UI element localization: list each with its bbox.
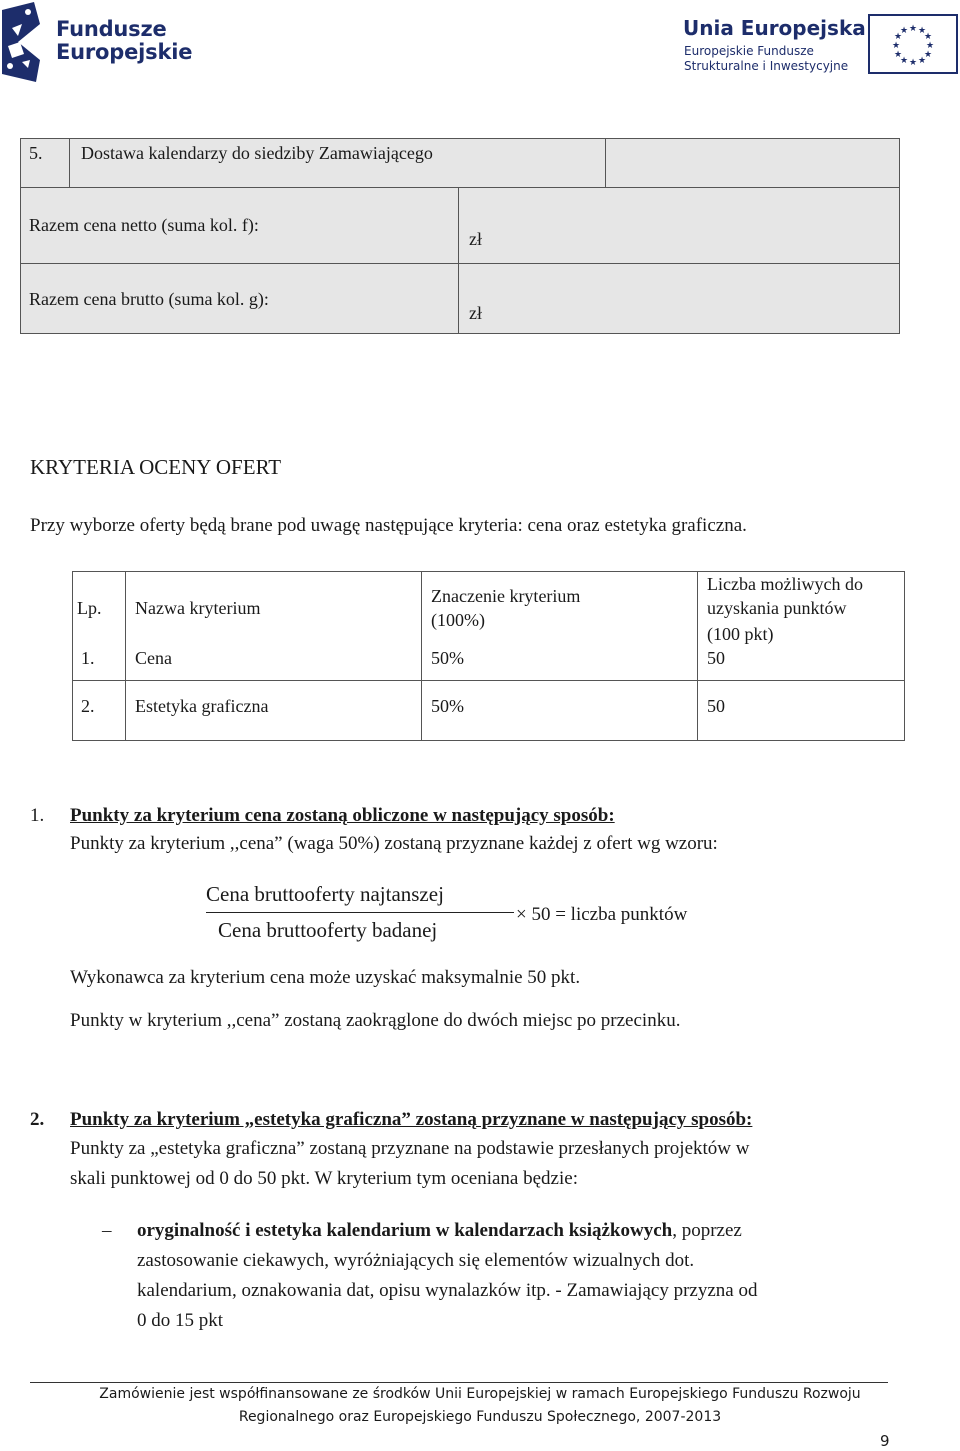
row1-lp: 1. (81, 648, 95, 668)
cost-table (20, 138, 900, 334)
th-name: Nazwa kryterium (135, 598, 261, 618)
section2-desc-line2: skali punktowej od 0 do 50 pkt. W kryterium tym oceniana będzie: (70, 1168, 578, 1189)
cost-row5-num: 5. (29, 143, 43, 163)
bullet-line2: zastosowanie ciekawych, wyróżniających się elementów wizualnych dot. (137, 1250, 695, 1271)
svg-text:★: ★ (908, 24, 918, 34)
svg-text:★: ★ (917, 26, 927, 36)
criteria-table (72, 571, 905, 741)
footer-divider (30, 1382, 888, 1383)
section1-note1: Wykonawca za kryterium cena może uzyskać maksymalnie 50 pkt. (70, 967, 581, 988)
fe-logo-line2: Europejskie (56, 40, 193, 64)
svg-text:★: ★ (917, 56, 927, 66)
section1-note2: Punkty w kryterium ,,cena” zostaną zaokrąglone do dwóch miejsc po przecinku. (70, 1010, 681, 1031)
formula-result: × 50 = liczba punktów (516, 904, 688, 925)
criteria-intro: Przy wyborze oferty będą brane pod uwagę następujące kryteria: cena oraz estetyka graficzna. (30, 515, 747, 536)
th-points-1: Liczba możliwych do (707, 574, 863, 594)
row2-points: 50 (707, 696, 725, 716)
th-points-2: uzyskania punktów (707, 598, 847, 618)
th-weight-2: (100%) (431, 610, 485, 630)
bullet-line4: 0 do 15 pkt (137, 1310, 224, 1331)
footer-line2: Regionalnego oraz Europejskiego Funduszu Społecznego, 2007-2013 (238, 1409, 722, 1425)
bullet-line3: kalendarium, oznakowania dat, opisu wynalazków itp. - Zamawiający przyzna od (137, 1280, 758, 1301)
criteria-heading: KRYTERIA OCENY OFERT (30, 455, 282, 479)
svg-text:★: ★ (923, 32, 933, 42)
row1-name: Cena (135, 648, 172, 668)
footer-line1: Zamówienie jest współfinansowane ze środków Unii Europejskiej w ramach Europejskiego Funduszu Rozwoju (99, 1386, 861, 1402)
formula-fraction-bar (206, 912, 514, 913)
svg-text:★: ★ (925, 41, 935, 51)
ue-sub1: Europejskie Fundusze (684, 44, 814, 58)
fe-logo-line1: Fundusze (56, 17, 167, 41)
row2-name: Estetyka graficzna (135, 696, 269, 716)
svg-text:★: ★ (891, 41, 901, 51)
price-formula (200, 878, 540, 948)
bullet-rest1: , poprzez (672, 1220, 742, 1241)
svg-text:★: ★ (899, 56, 909, 66)
bullet-bold: oryginalność i estetyka kalendarium w kalendarzach książkowych (137, 1220, 673, 1241)
section1-title: Punkty za kryterium cena zostaną obliczone w następujący sposób: (70, 805, 615, 826)
section2-desc-line1: Punkty za „estetyka graficzna” zostaną przyznane na podstawie przesłanych projektów w (70, 1138, 750, 1159)
formula-numerator: Cena bruttooferty najtanszej (206, 882, 444, 906)
svg-text:★: ★ (893, 50, 903, 60)
bullet-dash: – (102, 1220, 112, 1241)
th-points-3: (100 pkt) (707, 624, 774, 644)
section1-desc: Punkty za kryterium ,,cena” (waga 50%) zostaną przyznane każdej z ofert wg wzoru: (70, 833, 718, 854)
bullet-line1 (137, 1220, 742, 1242)
section2-num: 2. (30, 1109, 45, 1130)
ue-sub2: Strukturalne i Inwestycyjne (684, 59, 849, 73)
svg-text:★: ★ (908, 58, 918, 68)
row1-points: 50 (707, 648, 725, 668)
formula-denominator: Cena bruttooferty badanej (218, 918, 438, 942)
netto-value: zł (469, 229, 482, 249)
ue-title: Unia Europejska (683, 16, 866, 40)
brutto-label: Razem cena brutto (suma kol. g): (29, 289, 269, 309)
svg-text:★: ★ (899, 26, 909, 36)
eu-flag-icon (868, 14, 958, 74)
cost-row5-label: Dostawa kalendarzy do siedziby Zamawiającego (81, 143, 433, 163)
svg-text:★: ★ (893, 32, 903, 42)
netto-label: Razem cena netto (suma kol. f): (29, 215, 259, 235)
page-number: 9 (880, 1432, 890, 1450)
th-lp: Lp. (77, 598, 102, 618)
section2-title: Punkty za kryterium „estetyka graficzna” zostaną przyznane w następujący sposób: (70, 1109, 753, 1130)
row1-weight: 50% (431, 648, 464, 668)
brutto-value: zł (469, 303, 482, 323)
row2-weight: 50% (431, 696, 464, 716)
th-weight-1: Znaczenie kryterium (431, 586, 581, 606)
svg-text:★: ★ (923, 50, 933, 60)
row2-lp: 2. (81, 696, 95, 716)
section1-num: 1. (30, 805, 45, 826)
fundusze-europejskie-logo-text (56, 18, 192, 64)
ue-subtitle (684, 44, 848, 74)
